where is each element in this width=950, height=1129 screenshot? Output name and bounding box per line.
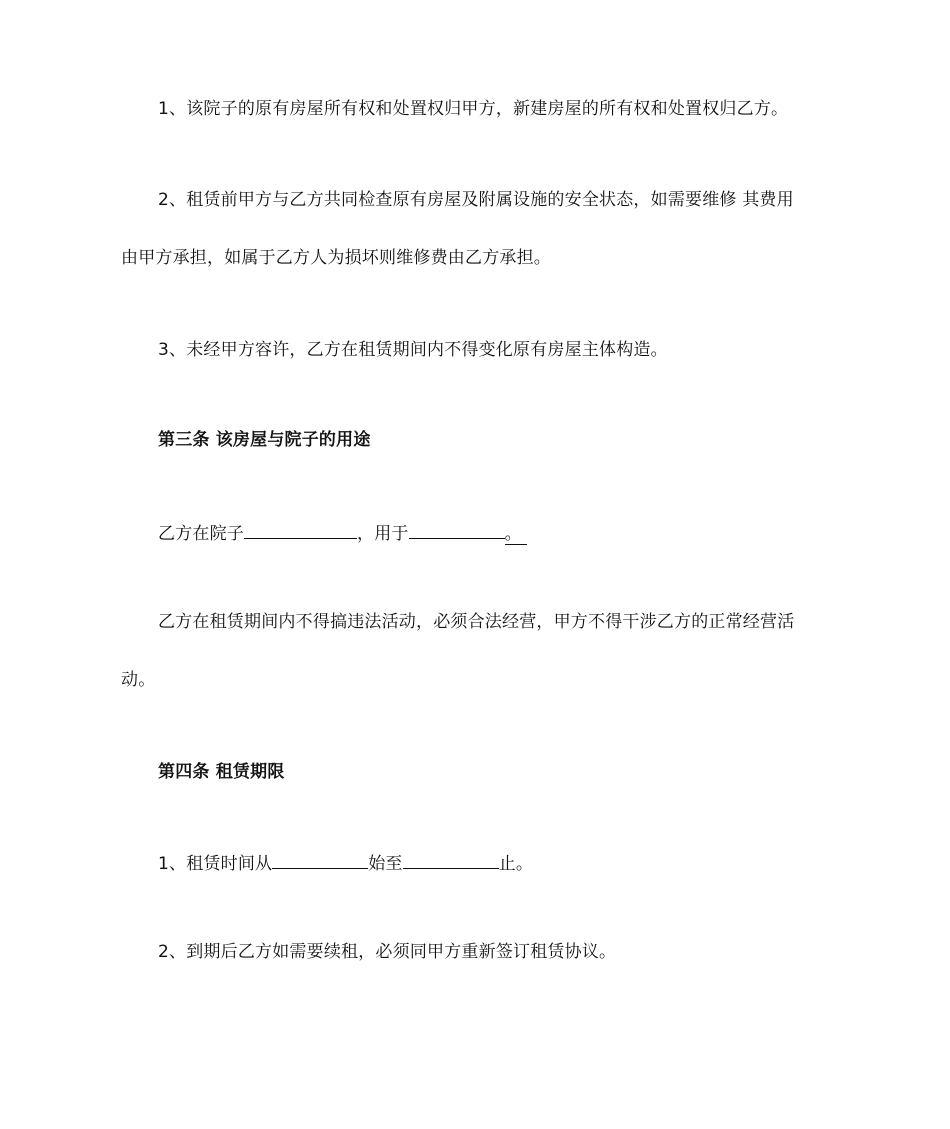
clause-usage xyxy=(158,520,527,546)
heading-article-three: 第三条 该房屋与院子的用途 xyxy=(158,430,371,450)
term-prefix: 1、租赁时间从 xyxy=(158,854,273,874)
blank-yard-field[interactable] xyxy=(244,520,357,539)
clause-lawful-line2: 动。 xyxy=(121,670,156,690)
term-mid: 始至 xyxy=(368,854,403,874)
blank-start-date-field[interactable] xyxy=(272,850,368,869)
blank-end-date-field[interactable] xyxy=(403,850,499,869)
blank-purpose-field[interactable] xyxy=(409,520,505,539)
clause-ownership: 1、该院子的原有房屋所有权和处置权归甲方，新建房屋的所有权和处置权归乙方。 xyxy=(158,99,789,119)
heading-article-four: 第四条 租赁期限 xyxy=(158,762,285,782)
usage-prefix: 乙方在院子 xyxy=(158,524,244,544)
usage-end: 。 xyxy=(505,524,528,545)
term-end: 止。 xyxy=(498,854,534,874)
clause-term xyxy=(158,850,533,876)
clause-structure: 3、未经甲方容许，乙方在租赁期间内不得变化原有房屋主体构造。 xyxy=(158,340,668,360)
usage-mid: ，用于 xyxy=(357,524,409,544)
clause-inspection-line1: 2、租赁前甲方与乙方共同检查原有房屋及附属设施的安全状态，如需要维修 其费用 xyxy=(158,190,794,210)
clause-renewal: 2、到期后乙方如需要续租，必须同甲方重新签订租赁协议。 xyxy=(158,942,617,962)
clause-lawful-line1: 乙方在租赁期间内不得搞违法活动，必须合法经营，甲方不得干涉乙方的正常经营活 xyxy=(158,612,795,632)
clause-inspection-line2: 由甲方承担，如属于乙方人为损坏则维修费由乙方承担。 xyxy=(121,248,551,268)
